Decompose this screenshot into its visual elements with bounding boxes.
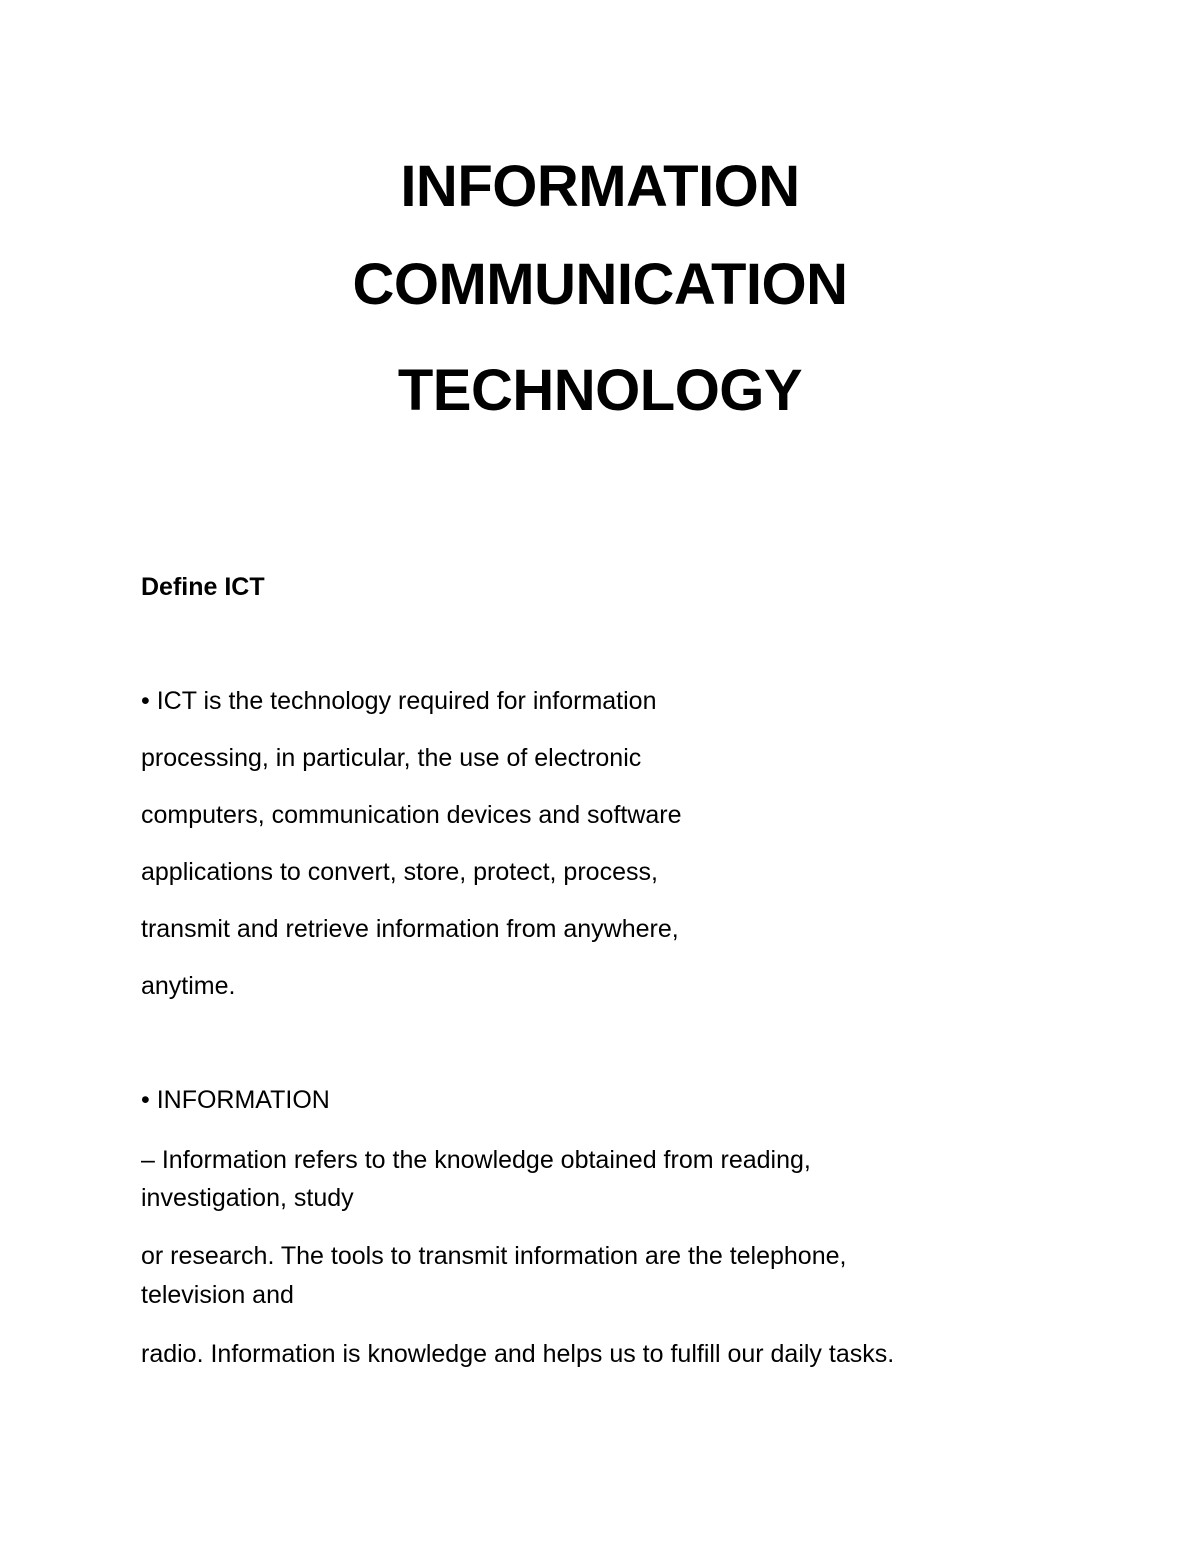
definition-line: • ICT is the technology required for information [141, 687, 657, 715]
section-heading: Define ICT [141, 573, 265, 601]
definition-line: transmit and retrieve information from anywhere, [141, 915, 679, 943]
information-line: – Information refers to the knowledge obtained from reading, [141, 1146, 811, 1174]
information-line: or research. The tools to transmit information are the telephone, [141, 1242, 847, 1270]
definition-line: anytime. [141, 972, 236, 1000]
title-line-3: TECHNOLOGY [397, 358, 803, 423]
information-line: television and [141, 1281, 294, 1309]
information-bullet: • INFORMATION [141, 1086, 330, 1114]
definition-line: computers, communication devices and software [141, 801, 682, 829]
information-line: radio. Information is knowledge and helps us to fulfill our daily tasks. [141, 1340, 895, 1368]
information-line: investigation, study [141, 1184, 354, 1212]
title-line-2: COMMUNICATION [352, 252, 848, 317]
definition-line: processing, in particular, the use of electronic [141, 744, 642, 772]
title-line-1: INFORMATION [400, 154, 800, 219]
definition-line: applications to convert, store, protect, process, [141, 858, 658, 886]
